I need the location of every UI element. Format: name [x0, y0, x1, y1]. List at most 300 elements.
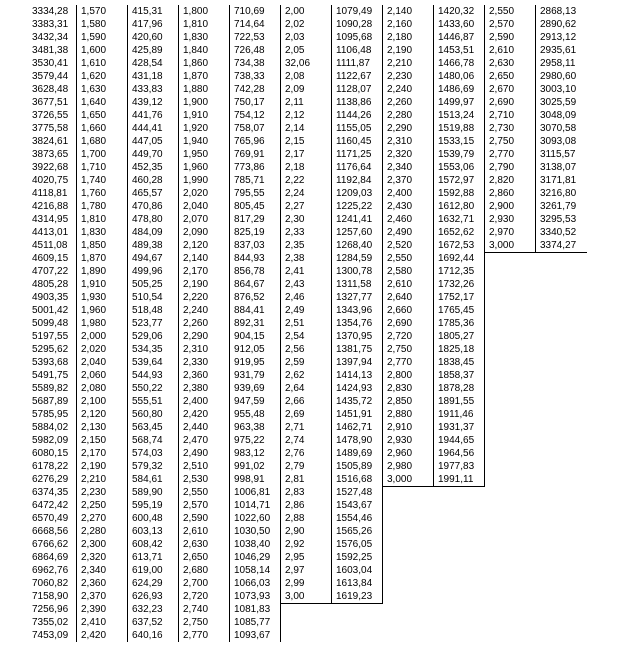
table-cell: 2,440 [183, 422, 209, 433]
table-cell: 3677,51 [32, 97, 69, 108]
table-cell: 1489,69 [336, 448, 373, 459]
table-cell: 1,930 [81, 292, 107, 303]
table-cell: 1891,55 [438, 396, 475, 407]
table-cell: 2,410 [81, 617, 107, 628]
table-cell: 884,41 [234, 305, 265, 316]
table-cell: 460,28 [132, 175, 163, 186]
table-cell: 2,550 [387, 253, 413, 264]
table-cell: 1,950 [183, 149, 209, 160]
table-cell: 494,67 [132, 253, 163, 264]
table-cell: 1,990 [183, 175, 209, 186]
table-cell: 1,580 [81, 19, 107, 30]
table-cell: 2,390 [81, 604, 107, 615]
table-cell: 1138,86 [336, 97, 372, 108]
table-cell: 1,680 [81, 136, 107, 147]
table-cell: 2,400 [183, 396, 209, 407]
table-cell: 2,420 [81, 630, 107, 641]
table-cell: 2,720 [387, 331, 413, 342]
table-cell: 1128,07 [336, 84, 372, 95]
table-cell: 1006,81 [234, 487, 271, 498]
table-cell: 785,71 [234, 175, 265, 186]
table-cell: 417,96 [132, 19, 163, 30]
table-cell: 2,750 [183, 617, 209, 628]
table-cell: 2,570 [489, 19, 515, 30]
table-cell: 1480,06 [438, 71, 475, 82]
table-cell: 2,820 [489, 175, 515, 186]
table-cell: 1513,24 [438, 110, 475, 121]
table-cell: 3003,10 [540, 84, 577, 95]
table-cell: 2,120 [81, 409, 107, 420]
table-cell: 2,590 [183, 513, 209, 524]
table-column [179, 5, 230, 642]
table-cell: 574,03 [132, 448, 163, 459]
table-cell: 568,74 [132, 435, 163, 446]
table-cell: 2,670 [489, 84, 515, 95]
table-cell: 2,170 [81, 448, 107, 459]
table-cell: 3481,38 [32, 45, 69, 56]
column-end-line [383, 486, 434, 487]
table-cell: 2,09 [285, 84, 305, 95]
table-cell: 2,97 [285, 565, 305, 576]
table-cell: 563,45 [132, 422, 163, 433]
table-cell: 2,750 [387, 344, 413, 355]
table-cell: 1,830 [81, 227, 107, 238]
table-cell: 2,24 [285, 188, 305, 199]
column-end-line [485, 252, 536, 253]
table-cell: 449,70 [132, 149, 163, 160]
table-cell: 1,810 [183, 19, 209, 30]
table-cell: 3,000 [489, 240, 515, 251]
table-cell: 619,00 [132, 565, 163, 576]
table-cell: 1451,91 [336, 409, 373, 420]
table-cell: 710,69 [234, 6, 265, 17]
table-cell: 3530,41 [32, 58, 69, 69]
table-cell: 510,54 [132, 292, 163, 303]
table-cell: 4314,95 [32, 214, 69, 225]
table-cell: 470,86 [132, 201, 163, 212]
table-column [230, 5, 281, 642]
table-cell: 1073,93 [234, 591, 271, 602]
table-cell: 4609,15 [32, 253, 69, 264]
table-cell: 2,62 [285, 370, 305, 381]
table-cell: 6570,49 [32, 513, 69, 524]
table-cell: 2,900 [489, 201, 515, 212]
table-cell: 1,650 [81, 110, 107, 121]
table-cell: 1612,80 [438, 201, 475, 212]
table-cell: 6962,76 [32, 565, 69, 576]
table-cell: 1543,67 [336, 500, 373, 511]
table-cell: 2,330 [183, 357, 209, 368]
table-cell: 1446,87 [438, 32, 475, 43]
table-cell: 579,32 [132, 461, 163, 472]
table-cell: 2,590 [489, 32, 515, 43]
table-cell: 2,99 [285, 578, 305, 589]
table-cell: 6178,22 [32, 461, 69, 472]
table-cell: 637,52 [132, 617, 163, 628]
table-cell: 550,22 [132, 383, 163, 394]
table-cell: 1931,37 [438, 422, 475, 433]
table-cell: 1,600 [81, 45, 107, 56]
table-cell: 1155,05 [336, 123, 372, 134]
table-cell: 1414,13 [336, 370, 373, 381]
table-cell: 3432,34 [32, 32, 69, 43]
table-cell: 765,96 [234, 136, 265, 147]
table-cell: 2,64 [285, 383, 305, 394]
table-cell: 3115,57 [540, 149, 576, 160]
table-cell: 3,00 [285, 591, 305, 602]
table-cell: 856,78 [234, 266, 265, 277]
table-cell: 4707,22 [32, 266, 69, 277]
table-cell: 555,51 [132, 396, 163, 407]
table-cell: 1433,60 [438, 19, 475, 30]
table-cell: 1592,88 [438, 188, 475, 199]
table-cell: 7060,82 [32, 578, 69, 589]
table-cell: 758,07 [234, 123, 265, 134]
table-cell: 837,03 [234, 240, 265, 251]
table-cell: 1311,58 [336, 279, 372, 290]
table-cell: 2,250 [81, 500, 107, 511]
table-cell: 2,020 [81, 344, 107, 355]
table-cell: 32,06 [285, 58, 311, 69]
table-cell: 3340,52 [540, 227, 577, 238]
table-cell: 1,590 [81, 32, 107, 43]
table-cell: 433,83 [132, 84, 163, 95]
table-cell: 624,29 [132, 578, 163, 589]
table-cell: 1964,56 [438, 448, 475, 459]
table-cell: 2,040 [81, 357, 107, 368]
table-cell: 7453,09 [32, 630, 69, 641]
table-cell: 5884,02 [32, 422, 69, 433]
table-cell: 1354,76 [336, 318, 373, 329]
table-cell: 1,840 [183, 45, 209, 56]
table-cell: 2,790 [489, 162, 515, 173]
table-column [434, 5, 485, 486]
table-cell: 1192,84 [336, 175, 372, 186]
table-cell: 2,69 [285, 409, 305, 420]
table-cell: 2958,11 [540, 58, 576, 69]
table-cell: 2,76 [285, 448, 305, 459]
table-cell: 817,29 [234, 214, 265, 225]
table-cell: 2,090 [183, 227, 209, 238]
table-cell: 1911,46 [438, 409, 474, 420]
table-cell: 613,71 [132, 552, 163, 563]
table-cell: 6766,62 [32, 539, 69, 550]
table-cell: 1,850 [81, 240, 107, 251]
table-cell: 1878,28 [438, 383, 475, 394]
table-cell: 939,69 [234, 383, 265, 394]
table-cell: 714,64 [234, 19, 265, 30]
table-cell: 912,05 [234, 344, 265, 355]
table-cell: 1381,75 [336, 344, 373, 355]
table-cell: 1752,17 [438, 292, 475, 303]
table-cell: 2890,62 [540, 19, 577, 30]
table-cell: 452,35 [132, 162, 163, 173]
table-cell: 1,910 [81, 279, 107, 290]
table-cell: 2,380 [183, 383, 209, 394]
table-cell: 1022,60 [234, 513, 271, 524]
table-cell: 425,89 [132, 45, 163, 56]
table-cell: 2,360 [81, 578, 107, 589]
table-cell: 1,860 [183, 58, 209, 69]
table-cell: 1424,93 [336, 383, 373, 394]
table-cell: 1486,69 [438, 84, 475, 95]
table-cell: 3216,80 [540, 188, 577, 199]
table-cell: 947,59 [234, 396, 265, 407]
table-cell: 2,190 [387, 45, 413, 56]
table-cell: 1241,41 [336, 214, 373, 225]
table-column [485, 5, 536, 252]
table-cell: 1038,40 [234, 539, 271, 550]
table-cell: 2,140 [387, 6, 413, 17]
table-cell: 589,90 [132, 487, 163, 498]
table-cell: 1106,48 [336, 45, 372, 56]
table-cell: 2,170 [183, 266, 209, 277]
table-cell: 1,880 [183, 84, 209, 95]
table-cell: 2,930 [489, 214, 515, 225]
table-cell: 2,180 [387, 32, 413, 43]
table-cell: 1,870 [81, 253, 107, 264]
table-cell: 2,580 [387, 266, 413, 277]
table-cell: 2,520 [387, 240, 413, 251]
table-cell: 3824,61 [32, 136, 69, 147]
table-cell: 626,93 [132, 591, 163, 602]
table-cell: 3628,48 [32, 84, 69, 95]
table-cell: 447,05 [132, 136, 163, 147]
table-cell: 2,690 [387, 318, 413, 329]
table-cell: 1144,26 [336, 110, 372, 121]
table-cell: 3093,08 [540, 136, 577, 147]
column-end-line [281, 603, 332, 604]
table-cell: 3070,58 [540, 123, 577, 134]
table-cell: 3775,58 [32, 123, 69, 134]
table-cell: 2,320 [387, 149, 413, 160]
table-cell: 2,470 [183, 435, 209, 446]
table-cell: 2,08 [285, 71, 305, 82]
table-cell: 2,46 [285, 292, 305, 303]
table-cell: 1,800 [183, 6, 209, 17]
table-cell: 1,780 [81, 201, 107, 212]
table-cell: 2,12 [285, 110, 305, 121]
table-cell: 5687,89 [32, 396, 69, 407]
table-cell: 1300,78 [336, 266, 373, 277]
table-cell: 2,33 [285, 227, 305, 238]
table-cell: 2,49 [285, 305, 305, 316]
table-cell: 2,88 [285, 513, 305, 524]
table-cell: 1081,83 [234, 604, 271, 615]
table-cell: 1,940 [183, 136, 209, 147]
table-cell: 1516,68 [336, 474, 373, 485]
table-cell: 2,680 [183, 565, 209, 576]
table-cell: 2,730 [489, 123, 515, 134]
table-cell: 2,060 [81, 370, 107, 381]
table-cell: 5589,82 [32, 383, 69, 394]
table-cell: 3579,44 [32, 71, 69, 82]
table-cell: 632,23 [132, 604, 163, 615]
table-cell: 2,100 [81, 396, 107, 407]
table-cell: 2,81 [285, 474, 305, 485]
table-cell: 722,53 [234, 32, 265, 43]
table-cell: 2,220 [183, 292, 209, 303]
table-cell: 1014,71 [234, 500, 271, 511]
table-cell: 2,430 [387, 201, 413, 212]
table-cell: 2,03 [285, 32, 305, 43]
table-cell: 2,02 [285, 19, 305, 30]
table-cell: 2,00 [285, 6, 305, 17]
table-cell: 1,740 [81, 175, 107, 186]
table-cell: 1343,96 [336, 305, 373, 316]
table-cell: 1435,72 [336, 396, 373, 407]
table-cell: 1805,27 [438, 331, 475, 342]
table-cell: 428,54 [132, 58, 163, 69]
table-cell: 2,11 [285, 97, 304, 108]
table-cell: 2,22 [285, 175, 305, 186]
table-cell: 2,230 [387, 71, 413, 82]
table-cell: 1785,36 [438, 318, 475, 329]
table-cell: 1030,50 [234, 526, 271, 537]
table-cell: 1,660 [81, 123, 107, 134]
table-cell: 2,35 [285, 240, 305, 251]
table-cell: 1257,60 [336, 227, 373, 238]
table-cell: 1712,35 [438, 266, 475, 277]
table-cell: 2,800 [387, 370, 413, 381]
table-cell: 2,700 [183, 578, 209, 589]
table-cell: 600,48 [132, 513, 163, 524]
table-cell: 1,890 [81, 266, 107, 277]
table-cell: 2,340 [387, 162, 413, 173]
table-cell: 4805,28 [32, 279, 69, 290]
table-cell: 1085,77 [234, 617, 271, 628]
table-cell: 489,38 [132, 240, 163, 251]
table-cell: 420,60 [132, 32, 163, 43]
table-cell: 2,850 [387, 396, 413, 407]
table-cell: 2,400 [387, 188, 413, 199]
table-cell: 1046,29 [234, 552, 271, 563]
table-cell: 6080,15 [32, 448, 69, 459]
table-cell: 1977,83 [438, 461, 475, 472]
table-cell: 2,530 [183, 474, 209, 485]
table-cell: 1572,97 [438, 175, 475, 186]
table-cell: 2,05 [285, 45, 305, 56]
table-column [383, 5, 434, 486]
table-column [536, 5, 586, 252]
table-cell: 2,120 [183, 240, 209, 251]
table-cell: 2,080 [81, 383, 107, 394]
table-cell: 2,74 [285, 435, 305, 446]
table-cell: 864,67 [234, 279, 265, 290]
table-cell: 603,13 [132, 526, 163, 537]
table-cell: 2,770 [489, 149, 515, 160]
table-cell: 2,210 [387, 58, 413, 69]
table-cell: 4020,75 [32, 175, 69, 186]
table-cell: 5393,68 [32, 357, 69, 368]
table-cell: 2,71 [285, 422, 305, 433]
table-cell: 6276,29 [32, 474, 69, 485]
table-cell: 2,30 [285, 214, 305, 225]
table-cell: 2,490 [183, 448, 209, 459]
table-cell: 4511,08 [32, 240, 68, 251]
table-cell: 1284,59 [336, 253, 373, 264]
table-cell: 2,270 [81, 513, 107, 524]
table-cell: 2,43 [285, 279, 305, 290]
table-cell: 2,27 [285, 201, 305, 212]
table-cell: 998,91 [234, 474, 265, 485]
table-cell: 2,79 [285, 461, 305, 472]
table-cell: 2,070 [183, 214, 209, 225]
table-cell: 2,930 [387, 435, 413, 446]
table-cell: 640,16 [132, 630, 163, 641]
table-cell: 5099,48 [32, 318, 69, 329]
table-cell: 5001,42 [32, 305, 69, 316]
table-cell: 1,960 [183, 162, 209, 173]
table-cell: 2,370 [387, 175, 413, 186]
table-cell: 1533,15 [438, 136, 475, 147]
table-cell: 1122,67 [336, 71, 372, 82]
table-cell: 773,86 [234, 162, 265, 173]
table-cell: 2,18 [285, 162, 305, 173]
table-cell: 1632,71 [438, 214, 475, 225]
table-cell: 3025,59 [540, 97, 577, 108]
table-cell: 754,12 [234, 110, 265, 121]
table-cell: 2,970 [489, 227, 515, 238]
table-cell: 2,260 [183, 318, 209, 329]
table-cell: 2,880 [387, 409, 413, 420]
table-cell: 2,92 [285, 539, 305, 550]
table-cell: 2,15 [285, 136, 305, 147]
table-cell: 1692,44 [438, 253, 475, 264]
table-cell: 1111,87 [336, 58, 370, 69]
table-cell: 2,14 [285, 123, 305, 134]
table-cell: 5197,55 [32, 331, 69, 342]
table-cell: 2,340 [81, 565, 107, 576]
table-cell: 3,000 [387, 474, 413, 485]
table-cell: 2,260 [387, 97, 413, 108]
table-cell: 2,630 [489, 58, 515, 69]
table-cell: 2,360 [183, 370, 209, 381]
table-cell: 2,630 [183, 539, 209, 550]
table-cell: 2,310 [183, 344, 209, 355]
table-column [281, 5, 332, 603]
table-cell: 499,96 [132, 266, 163, 277]
table-cell: 1603,04 [336, 565, 373, 576]
table-cell: 2,54 [285, 331, 305, 342]
table-cell: 1553,06 [438, 162, 475, 173]
table-cell: 7158,90 [32, 591, 69, 602]
table-cell: 2,980 [387, 461, 413, 472]
table-cell: 1732,26 [438, 279, 475, 290]
table-cell: 2,550 [489, 6, 515, 17]
table-cell: 844,93 [234, 253, 265, 264]
table-cell: 2,610 [183, 526, 209, 537]
table-cell: 2935,61 [540, 45, 577, 56]
table-cell: 5295,62 [32, 344, 69, 355]
table-cell: 2913,12 [540, 32, 577, 43]
table-cell: 1327,77 [336, 292, 373, 303]
table-cell: 931,79 [234, 370, 265, 381]
table-cell: 4903,35 [32, 292, 69, 303]
table-cell: 1576,05 [336, 539, 373, 550]
table-cell: 439,12 [132, 97, 163, 108]
table-cell: 484,09 [132, 227, 163, 238]
table-cell: 1209,03 [336, 188, 373, 199]
table-cell: 6472,42 [32, 500, 69, 511]
table-column [28, 5, 77, 642]
table-cell: 3374,27 [540, 240, 577, 251]
table-cell: 2,17 [285, 149, 305, 160]
table-cell: 2,860 [489, 188, 515, 199]
table-cell: 444,41 [132, 123, 163, 134]
table-cell: 7256,96 [32, 604, 69, 615]
table-cell: 919,95 [234, 357, 265, 368]
